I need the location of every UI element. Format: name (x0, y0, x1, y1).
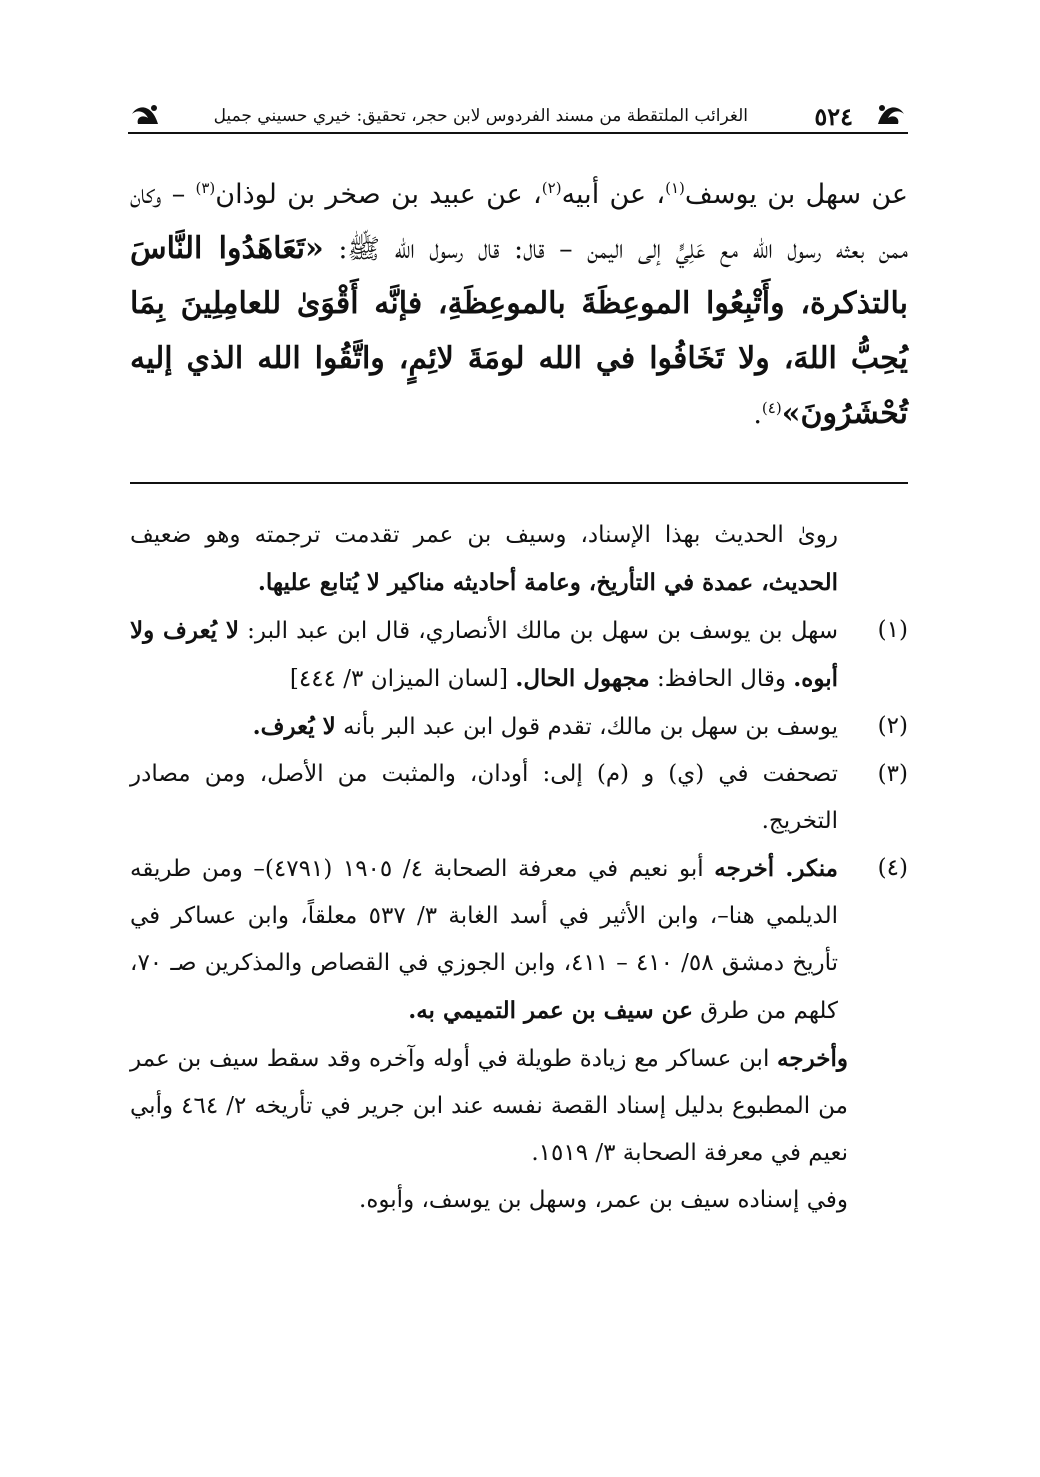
ornament-icon (128, 100, 162, 130)
footnote-number: (١) (877, 617, 908, 643)
footnote-text (130, 845, 838, 1035)
footnote-1 (130, 607, 908, 703)
end-mark: . (753, 399, 762, 430)
isnad-text: – وكان ممن بعثه رسول الله مع عَلِيٍّ إلى اليمن – قال: قال رسول الله ﷺ: (130, 179, 908, 265)
note-text: أبو نعيم في معرفة الصحابة ٤/ ١٩٠٥ (٤٧٩١)– ومن طريقه الديلمي هنا–، وابن الأثير في أسد الغابة ٣/ ٥٣٧ معلقاً، وابن عساكر في تأريخ دمشق ٥٨/ ٤١٠ – ٤١١، وابن الجوزي في القصاص والمذكرين صـ ٧٠، كلهم من طرق (130, 856, 839, 1024)
isnad-text: ، عن أبيه (561, 179, 666, 210)
page-number: ٥٢٤ (814, 102, 853, 131)
note-text-bold: عن سيف بن عمر التميمي به. (408, 997, 693, 1024)
note-text: روىٰ الحديث بهذا الإسناد، وسيف بن عمر تقدمت ترجمته وهو ضعيف (130, 522, 838, 548)
note-text-bold: لا يُعرف. (252, 713, 336, 740)
footnote-separator (130, 482, 908, 484)
footnote-2 (130, 703, 908, 751)
footnote-text (130, 703, 838, 751)
note-text-bold: مجهول الحال. (515, 665, 650, 692)
footnote-text (130, 607, 838, 703)
note-text: ابن عساكر مع زيادة طويلة في أوله وآخره وقد سقط سيف بن عمر من المطبوع بدليل إسناد القصة نفسه عند ابن جرير في تأريخه ٢/ ٤٦٤ وأبي نعيم في معرفة الصحابة ٣/ ١٥١٩. (130, 1046, 848, 1166)
intro-note (130, 512, 908, 607)
footnote-ref[interactable]: (٤) (761, 399, 782, 417)
footnotes (130, 512, 908, 1224)
footnote-4-continued (130, 1035, 908, 1177)
footnote-number: (٣) (877, 761, 908, 787)
isnad-text: عن سهل بن يوسف (684, 179, 908, 210)
footnote-number: (٤) (877, 855, 908, 881)
running-header (128, 92, 908, 140)
note-text-bold: لا يُعرف ولا أبوه. (130, 617, 838, 692)
footnote-ref[interactable]: (١) (665, 179, 685, 197)
footnote-ref[interactable]: (٣) (195, 179, 216, 197)
header-divider (128, 132, 908, 134)
note-text: يوسف بن سهل بن مالك، تقدم قول ابن عبد البر بأنه (335, 714, 838, 740)
note-text-bold: الحديث، عمدة في التأريخ، وعامة أحاديثه مناكير لا يُتابع عليها. (257, 569, 838, 596)
note-text: سهل بن يوسف بن سهل بن مالك الأنصاري، قال ابن عبد البر: (239, 618, 838, 644)
note-text: وقال الحافظ: (649, 666, 794, 692)
note-text: [لسان الميزان ٣/ ٤٤٤] (289, 666, 516, 692)
book-title: الغرائب الملتقطة من مسند الفردوس لابن حجر، تحقيق: خيري حسيني جميل (213, 106, 748, 126)
footnote-4-final: وفي إسناده سيف بن عمر، وسهل بن يوسف، وأبوه. (359, 1187, 848, 1213)
note-text-bold: منكر. أخرجه (714, 855, 838, 882)
footnote-ref[interactable]: (٢) (541, 179, 562, 197)
footnote-4 (130, 845, 908, 1035)
main-text (130, 168, 908, 442)
ornament-icon (874, 100, 908, 130)
footnote-3 (130, 751, 908, 845)
hadith-text: «تَعَاهَدُوا النَّاسَ بالتذكرة، وأَتْبِعُوا الموعِظَةَ بالموعِظَةِ، فإنَّه أَقْوَىٰ للعامِلِينَ بِمَا يُحِبُّ اللهَ، ولا تَخَافُوا في الله لومَةَ لائِمٍ، واتَّقُوا الله الذي إليه تُحْشَرُونَ» (130, 231, 908, 431)
footnote-number: (٢) (877, 713, 908, 739)
isnad-text: ، عن عبيد بن صخر بن لوذان (215, 179, 542, 210)
note-text-bold: وأخرجه (777, 1045, 848, 1072)
footnote-text: تصحفت في (ي) و (م) إلى: أودان، والمثبت من الأصل، ومن مصادر التخريج. (130, 761, 838, 834)
